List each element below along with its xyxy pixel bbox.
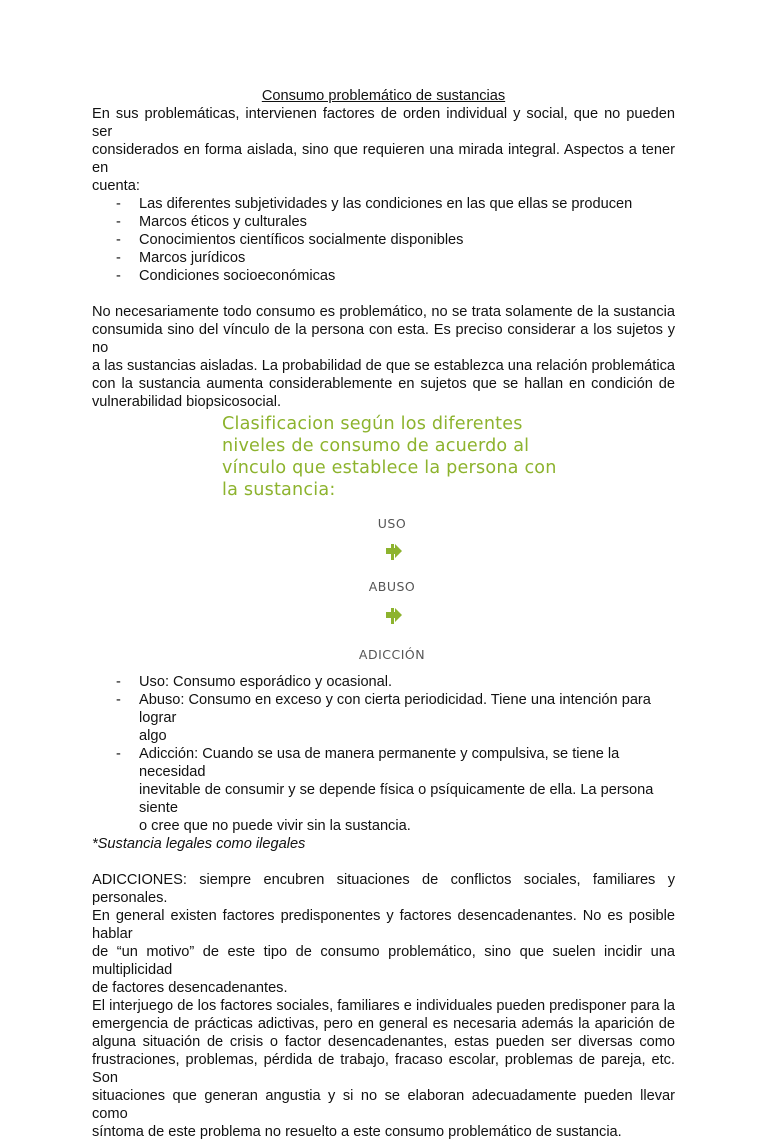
list-item [92,231,675,249]
dash-bullet: - [116,268,121,284]
text-line: de factores desencadenantes. [92,980,288,996]
list-item-text: Condiciones socioeconómicas [139,268,336,284]
list-item [92,673,675,691]
text-line: consumida sino del vínculo de la persona con esta. Es preciso considerar a los sujetos y no [92,322,675,356]
interjuego-paragraph [92,997,675,1141]
list-item [92,213,675,231]
figure-title [222,413,582,501]
adicciones-paragraph [92,871,675,997]
classification-figure [92,411,675,673]
dash-bullet: - [116,214,121,230]
footnote: *Sustancia legales como ilegales [92,836,306,852]
document-page [92,87,675,1141]
level-adiccion: ADICCIÓN [358,647,426,662]
figure-title-line: vínculo que establece la persona con [222,458,557,478]
text-line: de “un motivo” de este tipo de consumo problemático, sino que suelen incidir una multiplicidad [92,944,675,978]
list-item-text: Marcos éticos y culturales [139,214,307,230]
text-line: El interjuego de los factores sociales, familiares e individuales pueden predisponer para la [92,998,675,1014]
list-item-text: Uso: Consumo esporádico y ocasional. [139,674,393,690]
list-item-text: Conocimientos científicos socialmente disponibles [139,232,464,248]
list-item-text: o cree que no puede vivir sin la sustancia. [139,818,411,834]
consumption-paragraph [92,303,675,411]
text-line: considerados en forma aislada, sino que requieren una mirada integral. Aspectos a tener en [92,142,675,176]
list-item [92,745,675,835]
list-item-text: algo [139,728,167,744]
text-line: ADICCIONES: siempre encubren situaciones de conflictos sociales, familiares y personales. [92,872,675,906]
level-abuso: ABUSO [368,579,416,594]
dash-bullet: - [116,250,121,266]
dash-bullet: - [116,232,121,248]
text-line: alguna situación de crisis o factor desencadenantes, estas pueden ser diversas como [92,1034,675,1050]
list-item [92,691,675,745]
text-line: situaciones que generan angustia y si no se elaboran adecuadamente pueden llevar como [92,1088,675,1122]
list-item [92,267,675,285]
text-line: frustraciones, problemas, pérdida de trabajo, fracaso escolar, problemas de pareja, etc. Son [92,1052,675,1086]
text-line: No necesariamente todo consumo es problemático, no se trata solamente de la sustancia [92,304,675,320]
dash-bullet: - [116,692,121,708]
list-item-text: Abuso: Consumo en exceso y con cierta periodicidad. Tiene una intención para lograr [139,692,651,726]
spacer [92,853,675,871]
intro-paragraph [92,105,675,195]
list-item-text: Las diferentes subjetividades y las condiciones en las que ellas se producen [139,196,633,212]
text-line: síntoma de este problema no resuelto a este consumo problemático de sustancia. [92,1124,622,1140]
dash-bullet: - [116,196,121,212]
list-item-text: Adicción: Cuando se usa de manera permanente y compulsiva, se tiene la necesidad [139,746,620,780]
definitions-list [92,673,675,835]
level-uso: USO [377,516,407,531]
down-arrow-icon [384,542,404,562]
text-line: cuenta: [92,178,140,194]
text-line: emergencia de prácticas adictivas, pero en general es necesaria además la aparición de [92,1016,675,1032]
text-line: En sus problemáticas, intervienen factores de orden individual y social, que no pueden ser [92,106,675,140]
figure-title-line: niveles de consumo de acuerdo al [222,436,530,456]
dash-bullet: - [116,674,121,690]
list-item-text: Marcos jurídicos [139,250,246,266]
list-item-text: inevitable de consumir y se depende física o psíquicamente de ella. La persona siente [139,782,654,816]
text-line: con la sustancia aumenta considerablemente en sujetos que se hallan en condición de [92,376,675,392]
document-title: Consumo problemático de sustancias [261,88,506,104]
aspects-list [92,195,675,285]
list-item [92,249,675,267]
text-line: vulnerabilidad biopsicosocial. [92,394,282,410]
figure-title-line: la sustancia: [222,480,336,500]
list-item [92,195,675,213]
text-line: a las sustancias aisladas. La probabilidad de que se establezca una relación problemática [92,358,675,374]
text-line: En general existen factores predisponentes y factores desencadenantes. No es posible hablar [92,908,675,942]
down-arrow-icon [384,606,404,626]
figure-title-line: Clasificacion según los diferentes [222,414,523,434]
dash-bullet: - [116,746,121,762]
spacer [92,285,675,303]
